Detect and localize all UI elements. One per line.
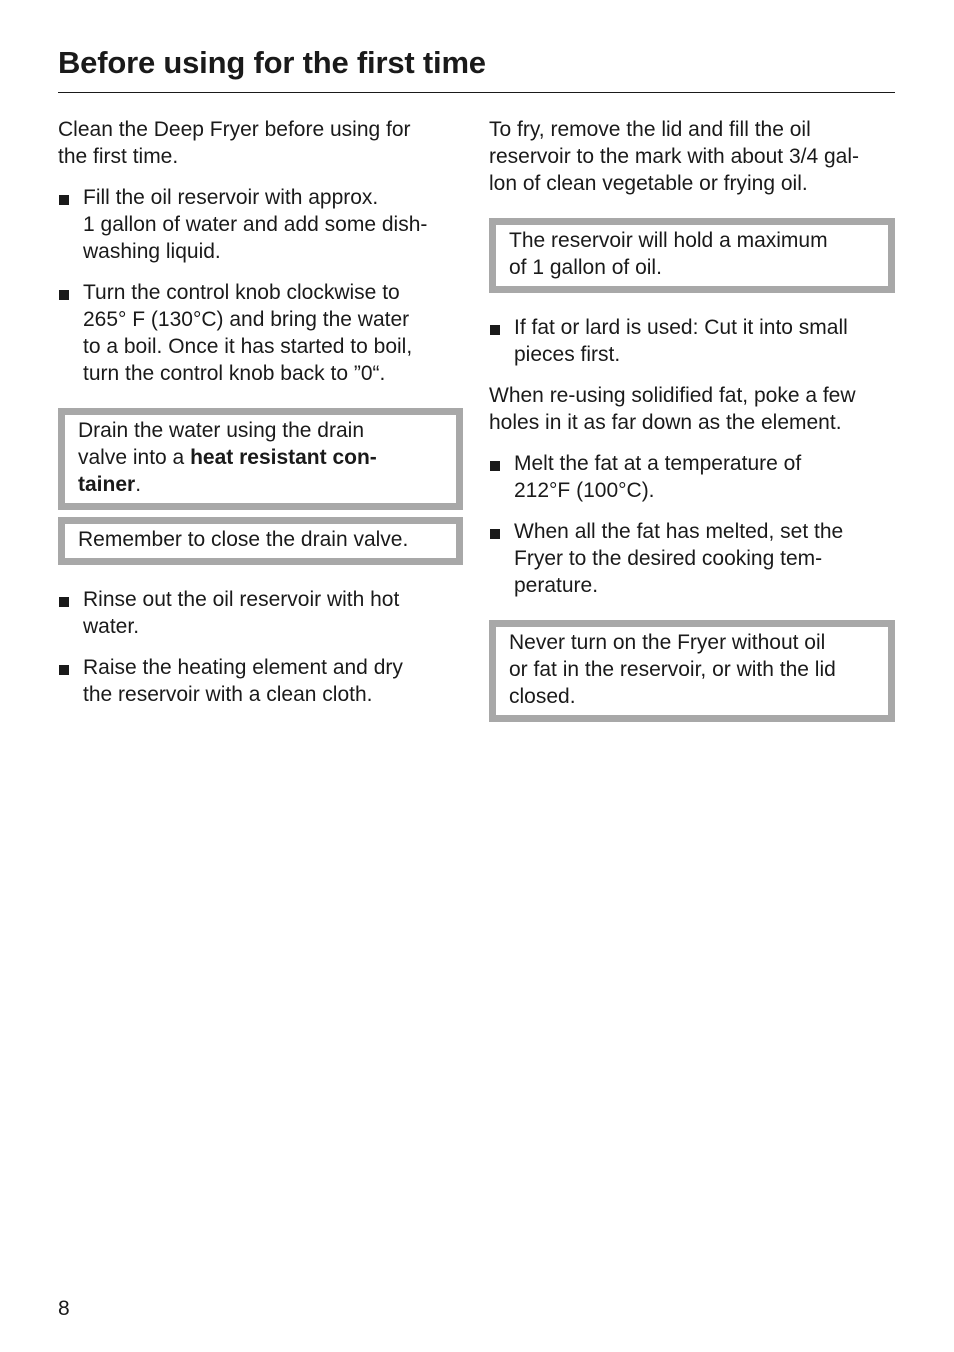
square-bullet-icon xyxy=(490,529,500,539)
square-bullet-icon xyxy=(59,597,69,607)
left-column xyxy=(58,116,463,722)
note-reservoir-capacity: The reservoir will hold a maximum of 1 gallon of oil. xyxy=(489,218,895,293)
fry-instructions-paragraph: To fry, remove the lid and fill the oil reservoir to the mark with about 3/4 gal- lon of clean vegetable or frying oil. xyxy=(489,118,860,195)
list-item-cut-fat: If fat or lard is used: Cut it into small pieces first. xyxy=(489,314,895,368)
list-item-melt-fat: Melt the fat at a temperature of 212°F (100°C). xyxy=(489,450,895,504)
list-item-dry-reservoir: Raise the heating element and dry the reservoir with a clean cloth. xyxy=(58,654,463,708)
note-drain-water: Drain the water using the drain valve into a heat resistant con- tainer. xyxy=(58,408,463,510)
list-item-set-temperature: When all the fat has melted, set the Fryer to the desired cooking tem- perature. xyxy=(489,518,895,599)
note-warning: Never turn on the Fryer without oil or fat in the reservoir, or with the lid closed. xyxy=(489,620,895,722)
list-item-rinse: Rinse out the oil reservoir with hot water. xyxy=(58,586,463,640)
square-bullet-icon xyxy=(59,665,69,675)
square-bullet-icon xyxy=(490,461,500,471)
intro-paragraph: Clean the Deep Fryer before using for the first time. xyxy=(58,118,411,168)
square-bullet-icon xyxy=(59,195,69,205)
square-bullet-icon xyxy=(490,325,500,335)
square-bullet-icon xyxy=(59,290,69,300)
page-number: 8 xyxy=(58,1297,70,1320)
solidified-fat-paragraph: When re-using solidified fat, poke a few holes in it as far down as the element. xyxy=(489,384,856,434)
list-item-fill-water: Fill the oil reservoir with approx. 1 gallon of water and add some dish- washing liquid. xyxy=(58,184,463,265)
title-divider xyxy=(58,92,895,93)
right-column xyxy=(489,116,895,729)
list-item-turn-knob: Turn the control knob clockwise to 265° F (130°C) and bring the water to a boil. Once it has started to boil, turn the control knob back to ”0“. xyxy=(58,279,463,387)
page-title: Before using for the first time xyxy=(58,45,486,80)
note-close-valve: Remember to close the drain valve. xyxy=(58,517,463,565)
